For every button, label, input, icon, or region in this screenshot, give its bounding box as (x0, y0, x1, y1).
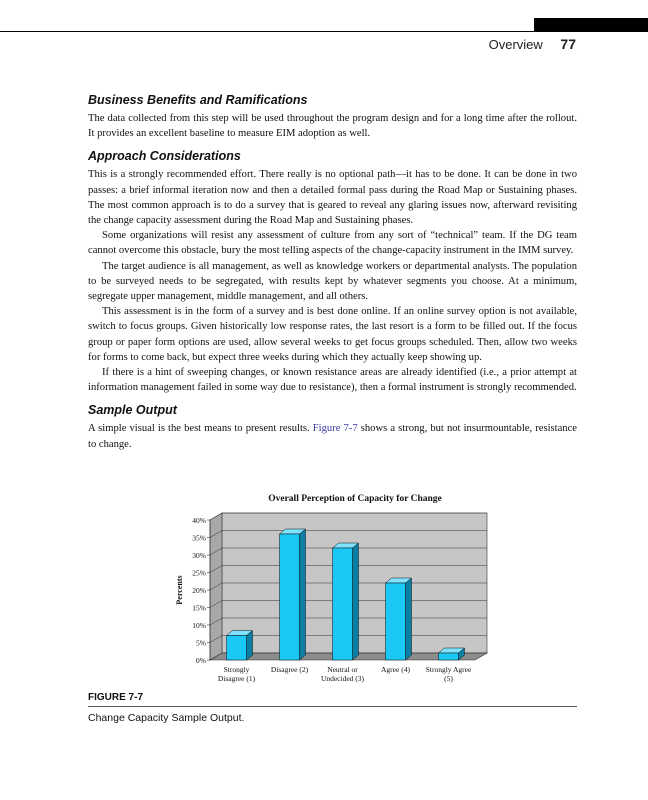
bar-chart (0, 488, 648, 698)
x-tick-label: Agree (4) (381, 665, 410, 674)
bar-front (227, 636, 247, 661)
paragraph (88, 421, 577, 451)
bar-side (353, 543, 359, 660)
paragraph: If there is a hint of sweeping changes, or known resistance areas are already identified (i.e., a prior attempt at information management failed in some way due to resistance), then a formal instrument is strongly recommended. (88, 367, 577, 394)
paragraph: The data collected from this step will be used throughout the program design and for a long time after the rollout. It provides an excellent baseline to measure EIM adoption as well. (88, 113, 577, 140)
header-rule (0, 31, 648, 32)
paragraph: The target audience is all management, as well as knowledge workers or departmental analysts. The population to be surveyed needs to be segregated, with results kept by whatever segments you choose. At a minimum, segregate upper management, middle management, and all others. (88, 260, 577, 303)
section-title: Overview (488, 37, 543, 52)
paragraph: Some organizations will resist any assessment of culture from any sort of “technical” team. If the DG team cannot overcome this obstacle, bury the most telling aspects of the change-capacity instrument in the IMM survey. (88, 230, 577, 257)
paragraph: This assessment is in the form of a survey and is best done online. If an online survey option is not available, switch to focus groups. Given historically low response rates, the last resort is a form to be filled out. If the focus group or paper form options are used, allow several weeks to get focus groups scheduled. Then, allow two weeks for forms to come back, but expect three weeks during which they actually keep showing up. (88, 306, 577, 363)
text-span: shows a strong, but not insurmountable, resistance to change. (88, 423, 577, 450)
header-black-bar (534, 18, 648, 32)
figure-link[interactable]: Figure 7-7 (312, 423, 358, 435)
x-tick-label: Disagree (2) (270, 665, 309, 674)
bar-front (333, 548, 353, 660)
bar-front (386, 583, 406, 660)
x-tick-label: (5) (444, 674, 453, 683)
x-tick-label: Neutral or (327, 665, 358, 674)
bar-front (439, 653, 459, 660)
heading-business-benefits: Business Benefits and Ramifications (88, 93, 308, 107)
y-tick-label: 25% (192, 568, 206, 578)
x-tick-label: Strongly Agree (425, 665, 472, 674)
y-tick-label: 0% (196, 656, 206, 665)
x-tick-label: Disagree (1) (217, 674, 256, 683)
y-tick-label: 40% (192, 516, 206, 525)
bar-front (280, 534, 300, 660)
figure-label: FIGURE 7-7 (88, 692, 144, 703)
heading-sample-output: Sample Output (88, 403, 177, 418)
y-tick-label: 5% (196, 638, 206, 648)
x-tick-label: Strongly (223, 665, 250, 674)
y-tick-label: 15% (192, 603, 206, 613)
x-tick-label: Undecided (3) (320, 674, 365, 683)
paragraph: This is a strongly recommended effort. There really is no optional path—it has to be done. It can be done in two passes: a brief informal iteration now and then a detailed formal pass during the Road Map or Sustaining phases. The most common approach is to do a survey that is geared to reveal any glaring issues now, afterward revisiting the change capacity assessment during the Road Map and Sustaining phases. (88, 169, 577, 227)
bar (333, 543, 359, 660)
chart-title: Overall Perception of Capacity for Change (268, 494, 442, 504)
bar (386, 578, 412, 660)
bar (280, 529, 306, 660)
body-text (88, 92, 577, 452)
y-tick-label: 30% (192, 551, 206, 560)
figure-caption: Change Capacity Sample Output. (88, 712, 245, 724)
running-head (489, 36, 576, 52)
figure-rule (88, 706, 577, 707)
y-axis-label: Percents (175, 575, 184, 605)
page-number: 77 (560, 36, 576, 52)
bar-side (300, 529, 306, 660)
bar-side (406, 578, 412, 660)
text-span: A simple visual is the best means to present results. (88, 423, 313, 435)
heading-approach-considerations: Approach Considerations (88, 149, 241, 164)
y-tick-label: 35% (192, 533, 206, 543)
bar (439, 648, 465, 660)
bar (227, 631, 253, 661)
y-tick-label: 20% (192, 586, 206, 595)
y-tick-label: 10% (192, 621, 206, 630)
